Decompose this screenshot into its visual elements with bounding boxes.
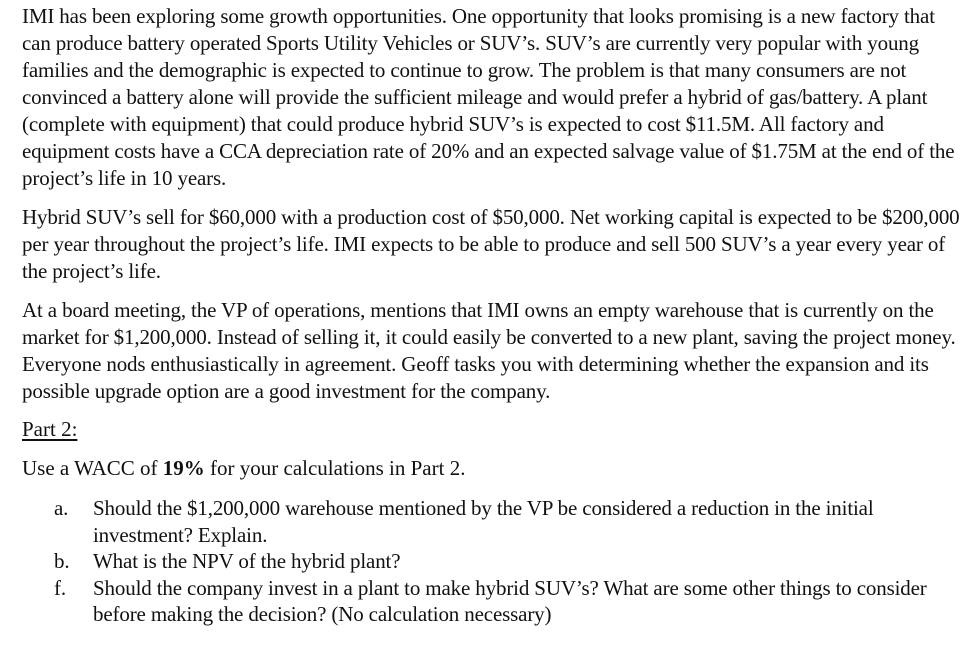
question-marker: a. <box>54 496 69 520</box>
question-item <box>22 548 962 575</box>
sales-paragraph: Hybrid SUV’s sell for $60,000 with a production cost of $50,000. Net working capital is expected to be $200,000 per year throughout the project’s life. IMI expects to be able to produce and sell 500 SUV’s a year every year of the project’s life. <box>22 205 960 283</box>
question-text: Should the company invest in a plant to make hybrid SUV’s? What are some other things to consider before making the decision? (No calculation necessary) <box>93 575 927 626</box>
wacc-value: 19% <box>162 456 205 480</box>
question-marker: f. <box>54 575 66 600</box>
board-meeting-paragraph: At a board meeting, the VP of operations, mentions that IMI owns an empty warehouse that is currently on the market for $1,200,000. Instead of selling it, it could easily be converted to a new plant, saving the project money. Everyone nods enthusiastically in agreement. Geoff tasks you with determining whether the expansion and its possible upgrade option are a good investment for the company. <box>22 298 956 403</box>
question-marker: b. <box>54 549 70 573</box>
part-heading: Part 2: <box>22 417 78 441</box>
wacc-instruction <box>22 455 962 482</box>
wacc-suffix: for your calculations in Part 2. <box>204 456 466 480</box>
question-item <box>22 575 962 628</box>
wacc-prefix: Use a WACC of <box>22 456 163 480</box>
question-list <box>22 495 962 628</box>
question-item <box>22 495 962 548</box>
question-text: Should the $1,200,000 warehouse mentioned by the VP be considered a reduction in the initial investment? Explain. <box>93 496 874 547</box>
question-text: What is the NPV of the hybrid plant? <box>93 549 401 573</box>
intro-paragraph: IMI has been exploring some growth opportunities. One opportunity that looks promising is a new factory that can produce battery operated Sports Utility Vehicles or SUV’s. SUV’s are currently very popular with young families and the demographic is expected to continue to grow. The problem is that many consumers are not convinced a battery alone will provide the sufficient mileage and would prefer a hybrid of gas/battery. A plant (complete with equipment) that could produce hybrid SUV’s is expected to cost $11.5M. All factory and equipment costs have a CCA depreciation rate of 20% and an expected salvage value of $1.75M at the end of the project’s life in 10 years. <box>22 4 955 190</box>
